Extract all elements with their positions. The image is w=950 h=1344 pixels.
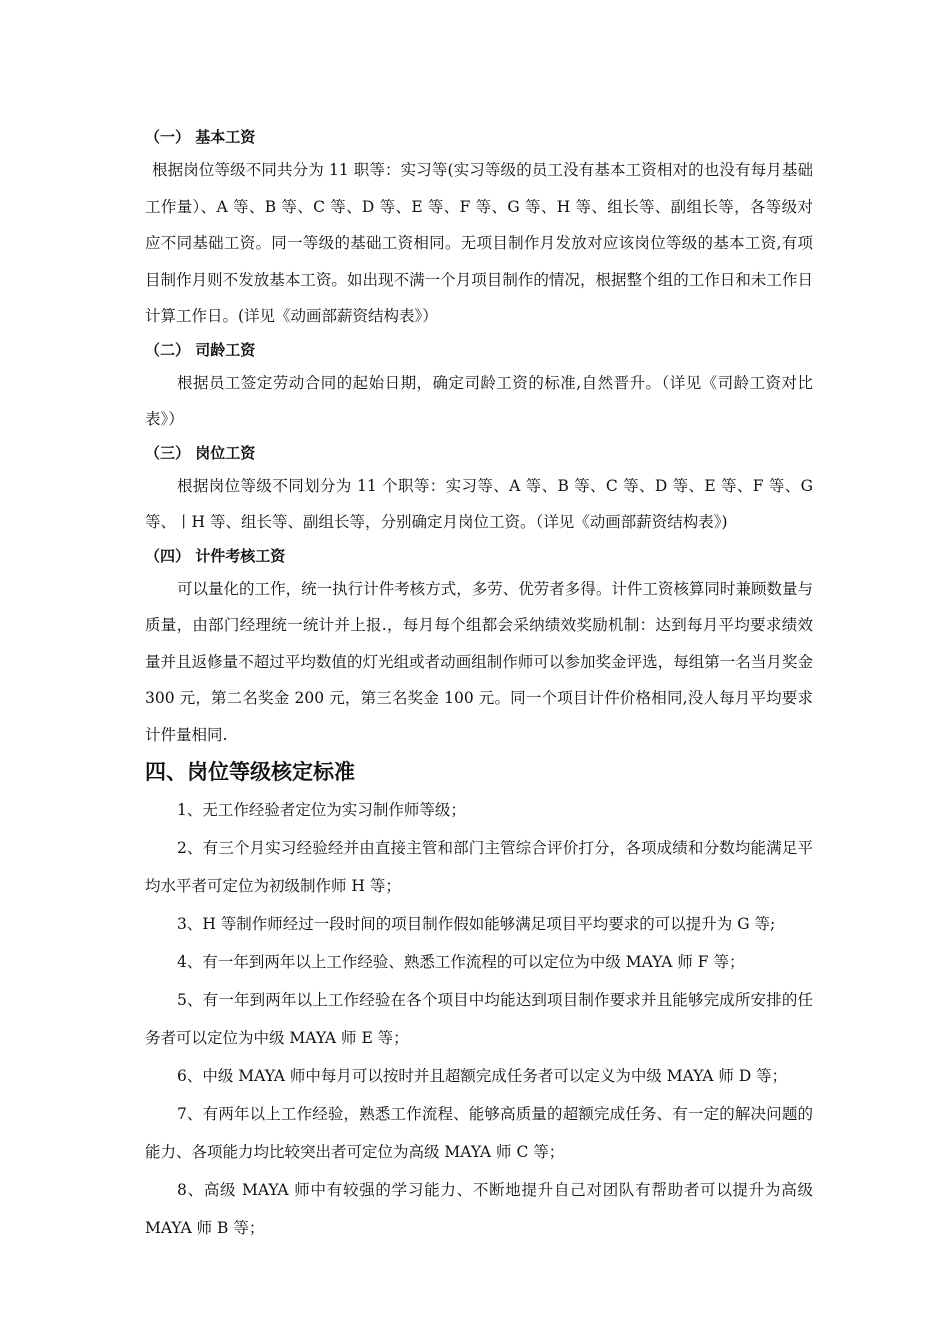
grade-item: 5、有一年到两年以上工作经验在各个项目中均能达到项目制作要求并且能够完成所安排的任务者可以定位为中级 MAYA 师 E 等； <box>145 991 813 1047</box>
grade-item: 7、有两年以上工作经验，熟悉工作流程、能够高质量的超额完成任务、有一定的解决问题的能力、各项能力均比较突出者可定位为高级 MAYA 师 C 等； <box>145 1105 813 1161</box>
grade-item: 2、有三个月实习经验经并由直接主管和部门主管综合评价打分，各项成绩和分数均能满足平均水平者可定位为初级制作师 H 等； <box>145 839 813 895</box>
section-basic-salary-body: 根据岗位等级不同共分为 11 职等：实习等(实习等级的员工没有基本工资相对的也没有每月基础工作量）、A 等、B 等、C 等、D 等、E 等、F 等、G 等、H 等、组长等、副组长等，各等级对应不同基础工资。同一等级的基础工资相同。无项目制作月发放对应该岗位等级的基本工资,有项目制作月则不发放基本工资。如出现不满一个月项目制作的情况，根据整个组的工作日和未工作日计算工作日。(详见《动画部薪资结构表》） <box>145 161 813 325</box>
section-piecework-salary-body: 可以量化的工作，统一执行计件考核方式，多劳、优劳者多得。计件工资核算同时兼顾数量与质量，由部门经理统一统计并上报.，每月每个组都会采纳绩效奖励机制：达到每月平均要求绩效量并且返修量不超过平均数值的灯光组或者动画组制作师可以参加奖金评选，每组第一名当月奖金 300 元，第二名奖金 200 元，第三名奖金 100 元。同一个项目计件价格相同,没人每月平均要求计件量相同. <box>145 579 813 744</box>
grade-item: 8、高级 MAYA 师中有较强的学习能力、不断地提升自己对团队有帮助者可以提升为高级 MAYA 师 B 等； <box>145 1181 813 1237</box>
section-position-salary-heading: （三） 岗位工资 <box>145 443 256 462</box>
grade-item: 1、无工作经验者定位为实习制作师等级； <box>177 801 466 819</box>
document-page <box>145 122 813 1247</box>
grade-standard-title: 四、岗位等级核定标准 <box>145 760 355 784</box>
grade-item: 6、中级 MAYA 师中每月可以按时并且超额完成任务者可以定义为中级 MAYA 师 D 等； <box>177 1067 788 1085</box>
section-seniority-salary-body: 根据员工签定劳动合同的起始日期，确定司龄工资的标准,自然晋升。（详见《司龄工资对比表》） <box>145 373 813 428</box>
section-piecework-salary-heading: （四） 计件考核工资 <box>145 546 286 565</box>
section-position-salary-body: 根据岗位等级不同划分为 11 个职等：实习等、A 等、B 等、C 等、D 等、E 等、F 等、G 等、丨H 等、组长等、副组长等，分别确定月岗位工资。（详见《动画部薪资结构表》) <box>145 476 813 531</box>
section-basic-salary-heading: （一） 基本工资 <box>145 128 256 146</box>
grade-item: 3、H 等制作师经过一段时间的项目制作假如能够满足项目平均要求的可以提升为 G 等; <box>177 915 776 933</box>
grade-item: 4、有一年到两年以上工作经验、熟悉工作流程的可以定位为中级 MAYA 师 F 等； <box>177 953 745 971</box>
section-seniority-salary-heading: （二） 司龄工资 <box>145 340 256 359</box>
